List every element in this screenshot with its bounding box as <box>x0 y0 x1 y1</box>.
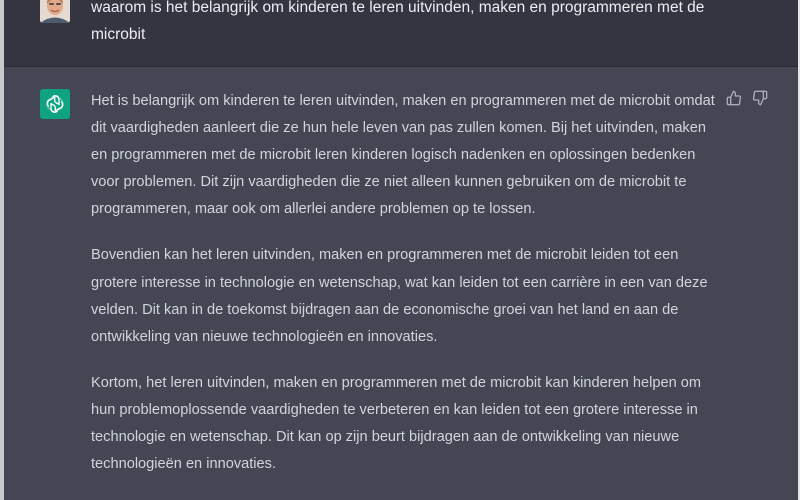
answer-paragraph: Het is belangrijk om kinderen te leren uitvinden, maken en programmeren met de microbit omdat dit vaardigheden aanleert die ze hun hele leven van pas zullen komen. Bij het uitvinden, maken en programmeren met de microbit leren kinderen logisch nadenken en oplossingen bedenken voor problemen. Dit zijn vaardigheden die ze niet alleen kunnen gebruiken om de microbit te programmeren, maar ook om allerlei andere problemen op te lossen. <box>91 93 715 218</box>
thumbs-up-icon <box>726 90 742 106</box>
answer-paragraph: Bovendien kan het leren uitvinden, maken en programmeren met de microbit leiden tot een grotere interesse in technologie en wetenschap, wat kan leiden tot een carrière in een van deze velden. Dit kan in de toekomst bijdragen aan de economische groei van het land en aan de ontwikkeling van nieuwe technologieën en innovaties. <box>91 247 708 345</box>
assistant-avatar <box>40 89 70 119</box>
user-message-row <box>4 0 798 67</box>
thumbs-down-button[interactable] <box>751 89 768 106</box>
assistant-message-row <box>4 67 798 500</box>
user-message-text: waarom is het belangrijk om kinderen te leren uitvinden, maken en programmeren met de microbit <box>91 0 705 43</box>
feedback-buttons <box>725 89 768 106</box>
thumbs-up-button[interactable] <box>725 89 742 106</box>
openai-logo-icon <box>44 93 66 115</box>
user-avatar <box>40 0 70 23</box>
answer-paragraph: Kortom, het leren uitvinden, maken en programmeren met de microbit kan kinderen helpen om hun problemoplossende vaardigheden te verbeteren en kan leiden tot een grotere interesse in technologie en wetenschap. Dit kan op zijn beurt bijdragen aan de ontwikkeling van nieuwe technologieën en innovaties. <box>91 374 702 473</box>
user-avatar-photo <box>40 0 70 23</box>
assistant-message <box>91 88 717 497</box>
chat-window <box>4 0 798 500</box>
thumbs-down-icon <box>752 90 768 106</box>
